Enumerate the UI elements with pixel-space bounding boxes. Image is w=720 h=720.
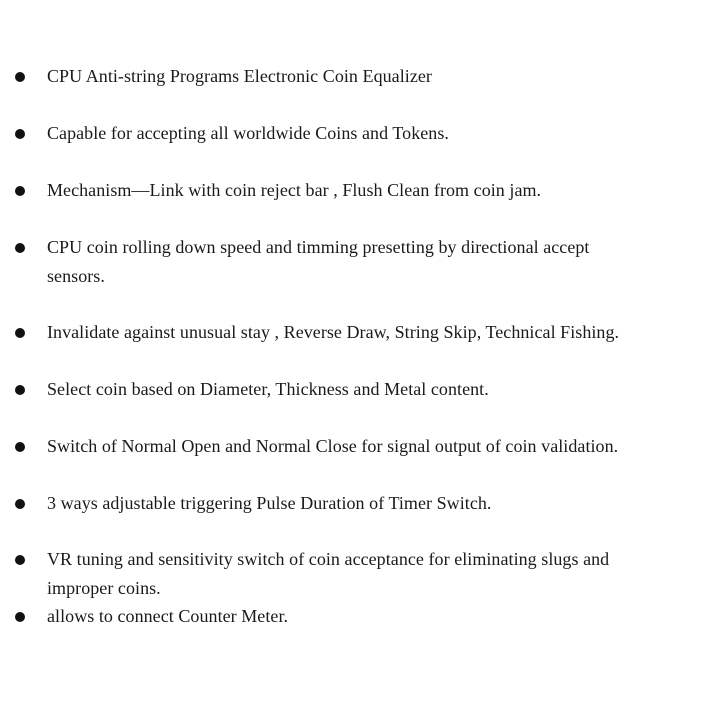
list-item-text: Mechanism—Link with coin reject bar , Flush Clean from coin jam. [47, 180, 542, 200]
bullet-icon [15, 129, 25, 139]
bullet-icon [15, 612, 25, 622]
bullet-icon [15, 72, 25, 82]
list-item-text: Switch of Normal Open and Normal Close for signal output of coin validation. [47, 436, 619, 456]
bullet-icon [15, 385, 25, 395]
list-item-text: 3 ways adjustable triggering Pulse Duration of Timer Switch. [47, 493, 492, 513]
bullet-icon [15, 243, 25, 253]
bullet-icon [15, 555, 25, 565]
bullet-icon [15, 328, 25, 338]
list-item-text: allows to connect Counter Meter. [47, 606, 289, 626]
list-item-text: Select coin based on Diameter, Thickness and Metal content. [47, 379, 489, 399]
bullet-icon [15, 499, 25, 509]
list-item-text: VR tuning and sensitivity switch of coin acceptance for eliminating slugs and improper coins. [47, 549, 610, 598]
list-item-text: Invalidate against unusual stay , Reverse Draw, String Skip, Technical Fishing. [47, 322, 620, 342]
list-item-text: Capable for accepting all worldwide Coins and Tokens. [47, 123, 449, 143]
list-item-text: CPU coin rolling down speed and timming presetting by directional accept sensors. [47, 237, 590, 286]
list-item-text: CPU Anti-string Programs Electronic Coin Equalizer [47, 66, 432, 86]
bullet-icon [15, 442, 25, 452]
bullet-icon [15, 186, 25, 196]
